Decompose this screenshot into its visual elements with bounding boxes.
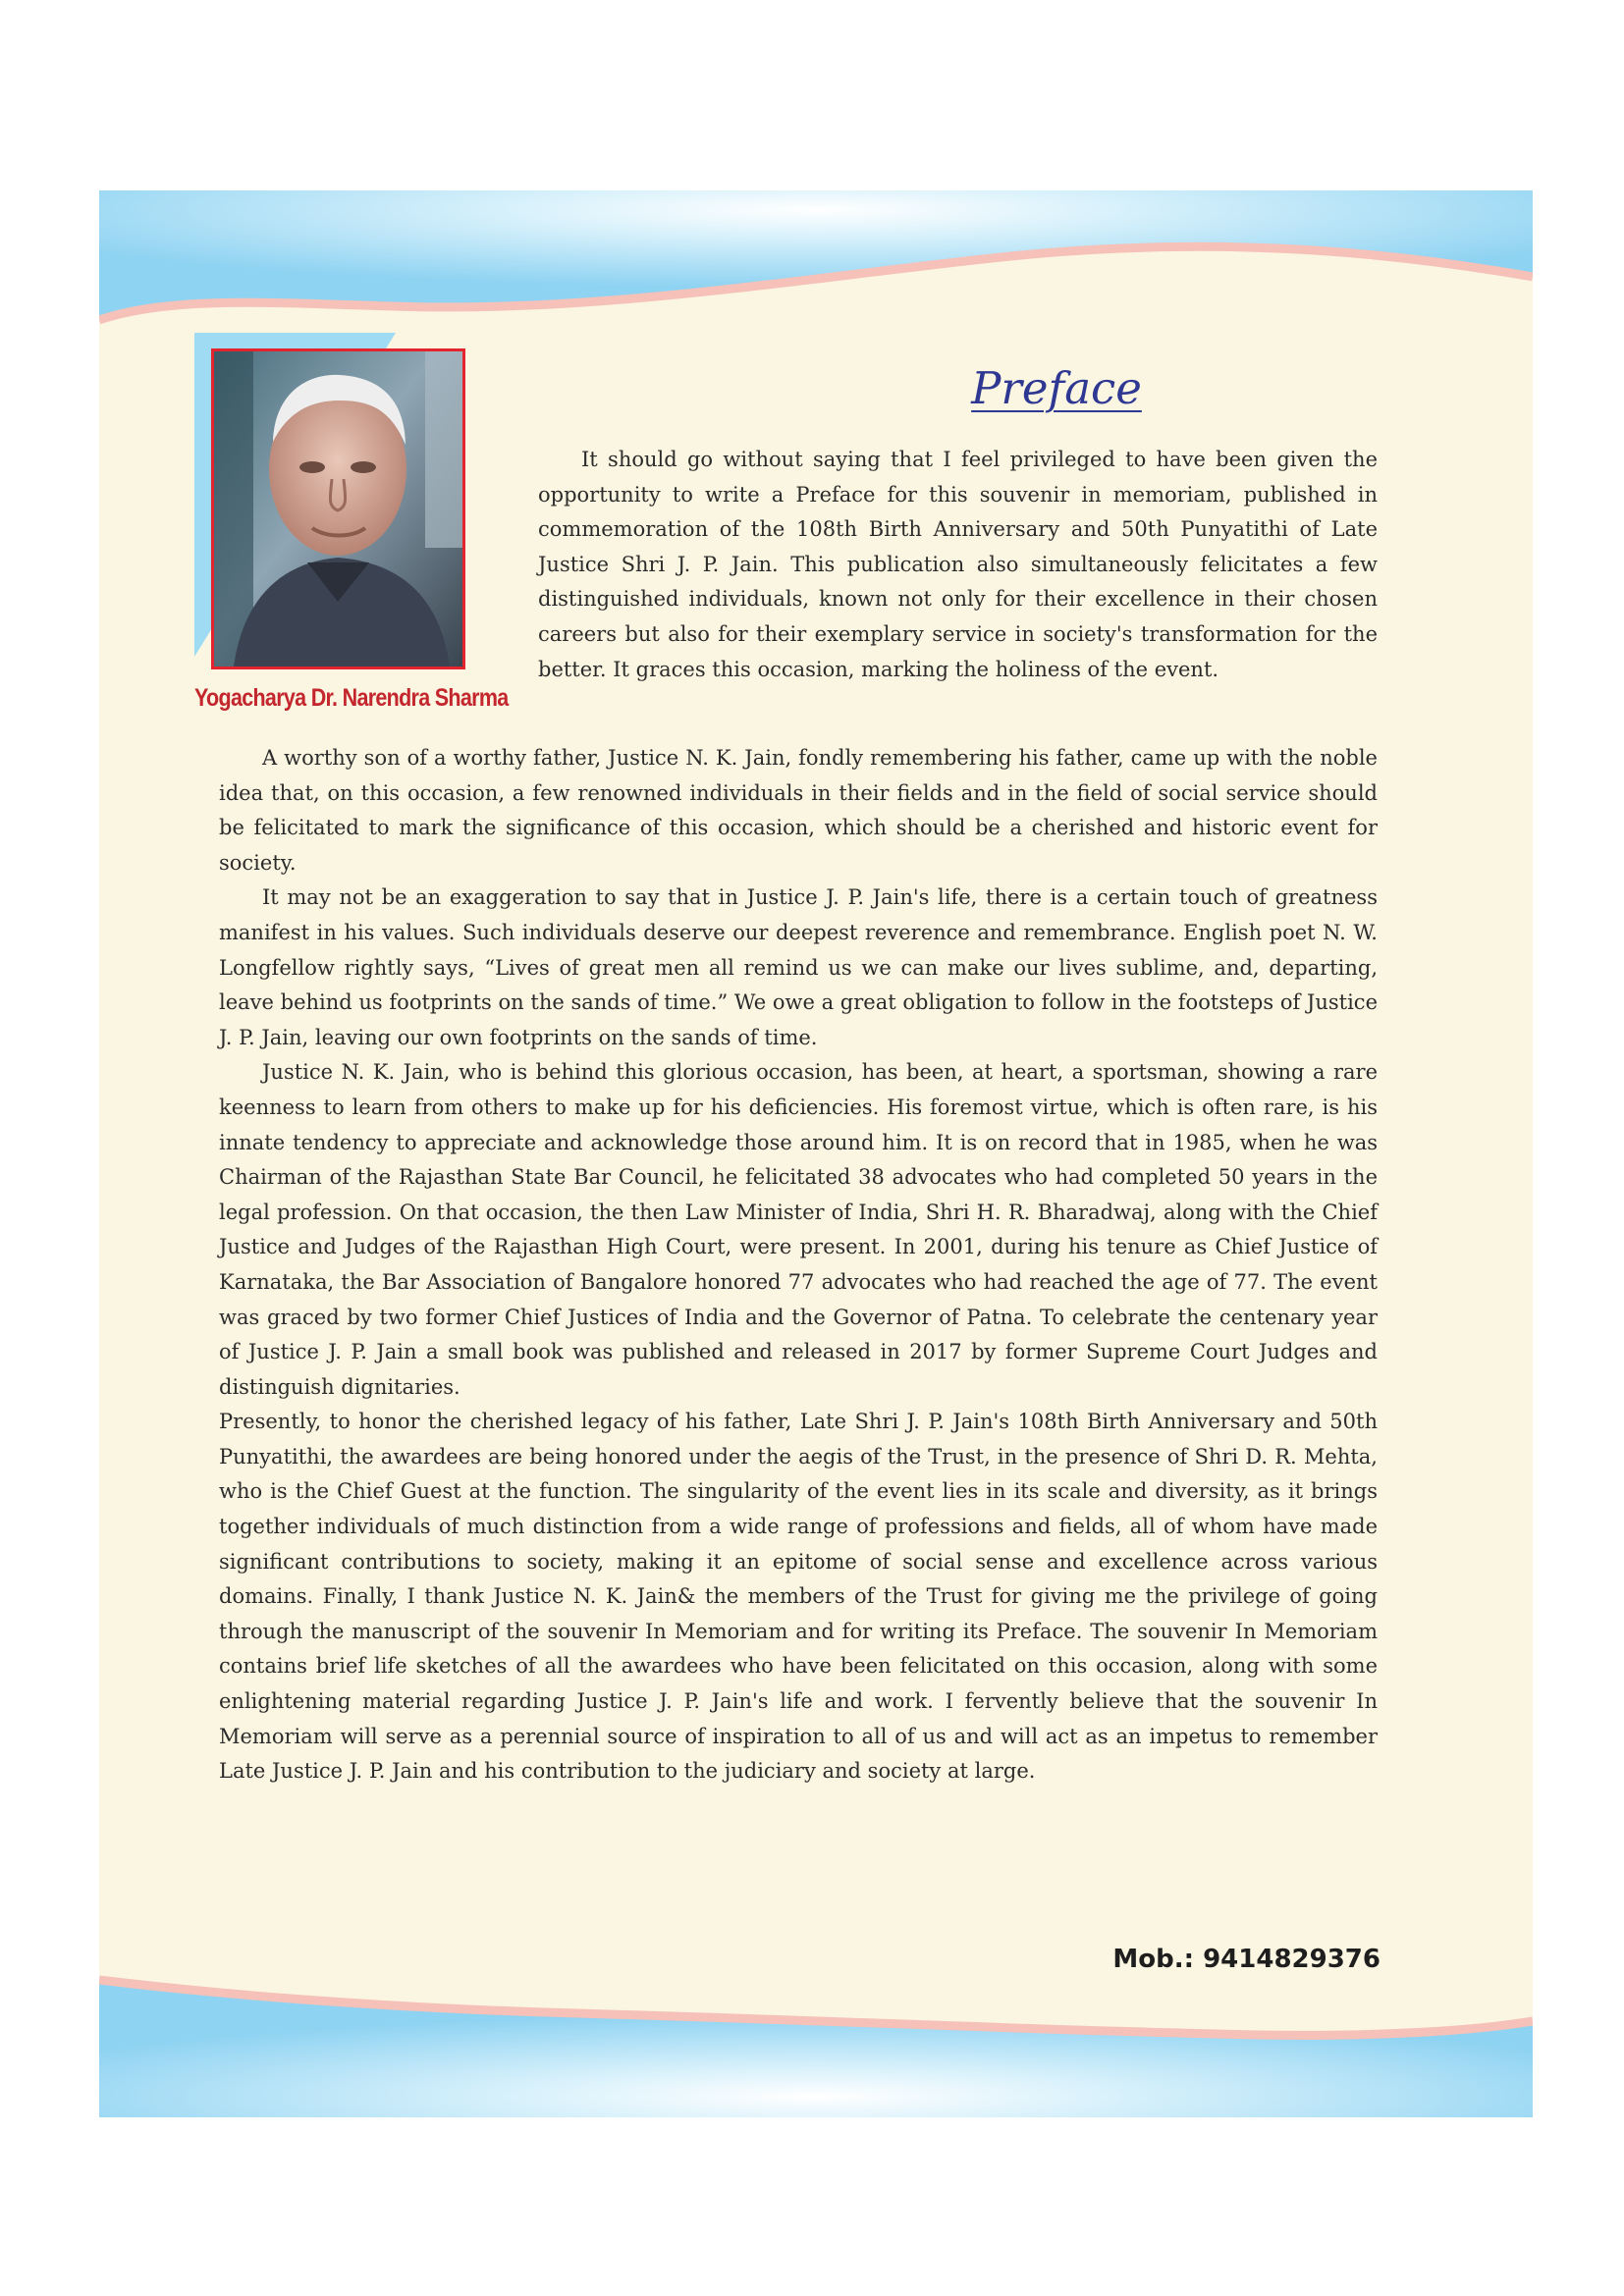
mobile-number: Mob.: 9414829376 bbox=[1112, 1945, 1380, 1974]
portrait-photo bbox=[211, 348, 465, 669]
paragraph: Justice N. K. Jain, who is behind this glorious occasion, has been, at heart, a sportsman, showing a rare keenness to learn from others to make up for his deficiencies. His foremost virtue, which is often rare, is his innate tendency to appreciate and acknowledge those around him. It is on record that in 1985, when he was Chairman of the Rajasthan State Bar Council, he felicitated 38 advocates who had completed 50 years in the legal profession. On that occasion, the then Law Minister of India, Shri H. R. Bharadwaj, along with the Chief Justice and Judges of the Rajasthan High Court, were present. In 2001, during his tenure as Chief Justice of Karnataka, the Bar Association of Bangalore honored 77 advocates who had reached the age of 77. The event was graced by two former Chief Justices of India and the Governor of Patna. To celebrate the centenary year of Justice J. P. Jain a small book was published and released in 2017 by former Supreme Court Judges and distinguish dignitaries. bbox=[219, 1060, 1378, 1399]
portrait-container bbox=[194, 333, 460, 667]
paragraph: It may not be an exaggeration to say that in Justice J. P. Jain's life, there is a certain touch of greatness manifest in his values. Such individuals deserve our deepest reverence and remembrance. English poet N. W. Longfellow rightly says, “Lives of great men all remind us we can make our lives sublime, and, departing, leave behind us footprints on the sands of time.” We owe a great obligation to follow in the footsteps of Justice J. P. Jain, leaving our own footprints on the sands of time. bbox=[219, 885, 1378, 1049]
intro-paragraph bbox=[538, 443, 1378, 687]
portrait-illustration bbox=[214, 351, 462, 667]
bottom-wave-decoration bbox=[99, 1970, 1533, 2117]
page-title: Preface bbox=[971, 362, 1142, 414]
paragraph: Presently, to honor the cherished legacy of his father, Late Shri J. P. Jain's 108th Birth Anniversary and 50th Punyatithi, the awardees are being honored under the aegis of the Trust, in the presence of Shri D. R. Mehta, who is the Chief Guest at the function. The singularity of the event lies in its scale and diversity, as it brings together individuals of much distinction from a wide range of professions and fields, all of whom have made significant contributions to society, making it an epitome of social sense and excellence across various domains. Finally, I thank Justice N. K. Jain& the members of the Trust for giving me the privilege of going through the manuscript of the souvenir In Memoriam and for writing its Preface. The souvenir In Memoriam contains brief life sketches of all the awardees who have been felicitated on this occasion, along with some enlightening material regarding Justice J. P. Jain's life and work. I fervently believe that the souvenir In Memoriam will serve as a perennial source of inspiration to all of us and will act as an impetus to remember Late Justice J. P. Jain and his contribution to the judiciary and society at large. bbox=[219, 1410, 1378, 1784]
intro-text: It should go without saying that I feel privileged to have been given the opportunity to write a Preface for this souvenir in memoriam, published in commemoration of the 108th Birth Anniversary and 50th Punyatithi of Late Justice Shri J. P. Jain. This publication also simultaneously felicitates a few distinguished individuals, known not only for their excellence in their chosen careers but also for their exemplary service in society's transformation for the better. It graces this occasion, marking the holiness of the event. bbox=[538, 448, 1378, 681]
body-text bbox=[219, 741, 1378, 1789]
paragraph: A worthy son of a worthy father, Justice N. K. Jain, fondly remembering his father, came up with the noble idea that, on this occasion, a few renowned individuals in their fields and in the field of social service should be felicitated to mark the significance of this occasion, which should be a cherished and historic event for society. bbox=[219, 746, 1378, 875]
page-frame bbox=[99, 190, 1533, 2117]
top-wave-decoration bbox=[99, 190, 1533, 338]
portrait-caption: Yogacharya Dr. Narendra Sharma bbox=[194, 684, 509, 712]
